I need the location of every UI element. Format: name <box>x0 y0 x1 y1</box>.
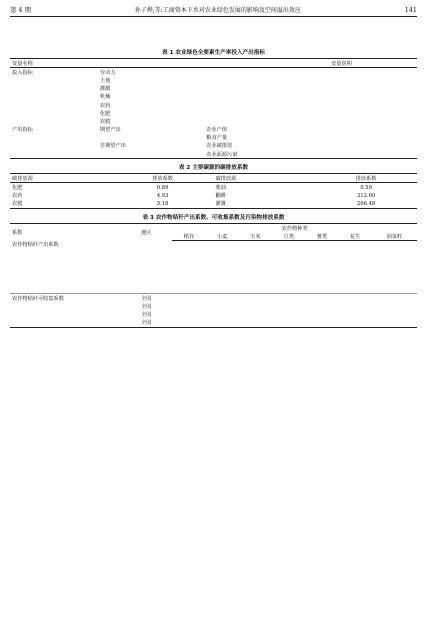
table-cell <box>339 249 372 256</box>
table-cell <box>204 109 329 117</box>
table-cell <box>10 85 98 93</box>
table-header <box>98 59 204 68</box>
table-cell <box>305 271 338 278</box>
table-cell: 4.93 <box>156 192 169 199</box>
table-cell <box>10 303 139 311</box>
table-cell <box>204 76 329 84</box>
table-cell: 劳动力 <box>99 69 116 76</box>
table-cell <box>329 142 417 150</box>
table-cell <box>10 319 139 328</box>
table-cell <box>206 256 239 263</box>
table-row <box>10 311 417 319</box>
table-header: 农作物种类 <box>281 225 308 232</box>
table-cell <box>339 279 372 286</box>
table-cell <box>339 294 372 303</box>
table-cell <box>329 109 417 117</box>
body-paragraph <box>10 349 417 355</box>
table-cell <box>10 134 98 142</box>
table-cell <box>305 249 338 256</box>
body-paragraph <box>10 340 417 346</box>
table-cell <box>239 294 272 303</box>
table-cell <box>172 279 205 286</box>
table-row <box>10 200 417 209</box>
table-header: 变量说明 <box>329 59 417 68</box>
table-cell <box>139 256 172 263</box>
table-cell <box>10 264 139 271</box>
table-cell <box>272 249 305 256</box>
table-row <box>10 109 417 117</box>
table-cell: 粮食产量 <box>206 135 228 142</box>
table-cell <box>339 319 372 328</box>
table-cell <box>10 101 98 109</box>
table-cell: 柴油 <box>215 185 226 192</box>
table-header: 稻谷 <box>172 232 205 241</box>
table-cell <box>206 249 239 256</box>
table-cell <box>10 256 139 263</box>
table-header: 油菜籽 <box>372 232 417 241</box>
table-cell <box>372 319 417 328</box>
table-cell <box>139 249 172 256</box>
table-row <box>10 256 417 263</box>
table-cell <box>239 286 272 294</box>
table-cell: 期望产出 <box>99 127 121 134</box>
table-2-caption: 表 2 主要碳源的碳排放系数 <box>178 165 249 172</box>
table-cell <box>204 85 329 93</box>
table-cell <box>329 150 417 159</box>
table-cell: 农药 <box>12 193 23 200</box>
table-cell <box>272 294 305 303</box>
table-cell <box>305 256 338 263</box>
table-row <box>10 93 417 101</box>
table-cell: 农业面源污染 <box>206 151 238 158</box>
table-cell <box>372 271 417 278</box>
table-cell <box>139 286 172 294</box>
table-1 <box>10 58 417 159</box>
table-cell: 312.60 <box>357 192 376 199</box>
table-cell <box>305 319 338 328</box>
table-cell: 农作物秸秆可收集系数 <box>10 294 139 303</box>
table-cell <box>10 76 98 84</box>
table-cell <box>329 85 417 93</box>
body-paragraph <box>10 20 417 26</box>
table-cell <box>172 264 205 271</box>
table-row <box>10 150 417 159</box>
table-cell <box>339 241 372 249</box>
table-cell <box>372 303 417 311</box>
table-cell: 农膜 <box>12 201 23 208</box>
table-2 <box>10 173 417 209</box>
table-cell: 灌溉 <box>99 86 111 93</box>
table-cell <box>172 303 205 311</box>
table-cell <box>239 249 272 256</box>
table-cell: 化肥 <box>12 185 23 192</box>
table-cell <box>206 264 239 271</box>
table-cell <box>10 117 98 125</box>
table-cell <box>239 241 272 249</box>
table-cell <box>206 294 239 303</box>
table-cell: 农药 <box>99 102 111 109</box>
table-cell <box>372 294 417 303</box>
table-row <box>10 85 417 93</box>
table-cell: 全国 <box>139 294 172 303</box>
table-cell <box>329 101 417 109</box>
table-cell <box>372 241 417 249</box>
table-cell <box>339 271 372 278</box>
table-cell <box>329 93 417 101</box>
table-cell <box>239 271 272 278</box>
table-cell <box>305 286 338 294</box>
table-row <box>10 126 417 134</box>
table-row <box>10 286 417 294</box>
table-cell <box>98 150 204 159</box>
table-cell <box>272 264 305 271</box>
table-row <box>10 279 417 286</box>
table-cell <box>10 93 98 101</box>
table-cell <box>305 264 338 271</box>
table-cell <box>172 319 205 328</box>
table-row <box>10 117 417 125</box>
table-cell: 0.59 <box>360 184 372 191</box>
table-cell <box>272 303 305 311</box>
table-cell <box>204 93 329 101</box>
table-cell <box>272 311 305 319</box>
body-paragraph <box>10 331 417 337</box>
table-cell <box>206 319 239 328</box>
table-row <box>10 264 417 271</box>
table-3-caption: 表 3 农作物秸秆产出系数、可收集系数及污染物排放系数 <box>142 215 285 221</box>
table-cell: 化肥 <box>99 110 111 117</box>
table-cell <box>372 311 417 319</box>
table-cell <box>272 256 305 263</box>
table-cell <box>10 271 139 278</box>
table-cell <box>272 279 305 286</box>
table-header: 排放系数 <box>315 174 417 183</box>
table-cell <box>272 319 305 328</box>
table-cell <box>329 76 417 84</box>
table-row <box>10 134 417 142</box>
table-row <box>10 241 417 249</box>
table-cell <box>339 264 372 271</box>
table-header: 碳排放源 <box>10 174 112 183</box>
table-header: 豆类 <box>272 232 305 241</box>
table-cell <box>10 249 139 256</box>
table-cell <box>206 286 239 294</box>
table-cell <box>10 311 139 319</box>
table-cell <box>329 117 417 125</box>
table-cell: 农业碳排放 <box>206 143 233 150</box>
table-cell <box>329 126 417 134</box>
table-cell <box>305 241 338 249</box>
table-cell <box>139 279 172 286</box>
table-cell <box>206 311 239 319</box>
table-header <box>204 59 329 68</box>
article-title: 孙子烨,等:工商资本下乡对农业绿色发展的影响及空间溢出效应 <box>134 7 301 14</box>
table-header: 碳排放源 <box>214 174 316 183</box>
table-cell <box>10 142 98 150</box>
table-cell <box>10 150 98 159</box>
table-cell <box>172 294 205 303</box>
table-cell <box>172 271 205 278</box>
table-cell: 全国 <box>141 312 152 319</box>
table-cell <box>372 249 417 256</box>
table-cell: 土地 <box>99 77 111 84</box>
table-row <box>10 68 417 77</box>
table-cell <box>372 264 417 271</box>
table-cell <box>272 271 305 278</box>
table-cell <box>272 286 305 294</box>
table-cell: 农业产值 <box>206 127 228 134</box>
table-cell <box>305 279 338 286</box>
table-cell <box>329 134 417 142</box>
table-cell <box>139 241 172 249</box>
table-cell <box>139 264 172 271</box>
table-row <box>10 319 417 328</box>
table-cell <box>10 109 98 117</box>
table-cell <box>239 319 272 328</box>
table-cell <box>272 241 305 249</box>
table-cell <box>239 303 272 311</box>
table-cell: 投入指标 <box>12 69 33 76</box>
body-paragraph <box>10 38 417 44</box>
table-cell <box>329 68 417 77</box>
table-cell <box>239 279 272 286</box>
table-cell <box>305 303 338 311</box>
table-cell <box>372 286 417 294</box>
page-number: 141 <box>404 6 417 14</box>
table-cell <box>10 286 139 294</box>
table-cell: 灌溉 <box>215 201 226 208</box>
table-cell: 全国 <box>141 320 152 327</box>
table-header: 玉米 <box>239 232 272 241</box>
table-row <box>10 76 417 84</box>
table-cell <box>204 101 329 109</box>
table-cell <box>172 311 205 319</box>
table-header: 薯类 <box>305 232 338 241</box>
table-cell <box>10 279 139 286</box>
table-cell <box>98 134 204 142</box>
table-cell <box>305 311 338 319</box>
table-cell: 非期望产出 <box>99 143 126 150</box>
table-cell <box>239 264 272 271</box>
table-cell: 机械 <box>99 94 111 101</box>
table-header: 小麦 <box>206 232 239 241</box>
table-cell <box>139 271 172 278</box>
table-cell <box>172 249 205 256</box>
table-cell <box>339 286 372 294</box>
issue-number: 第 4 期 <box>10 6 31 14</box>
table-cell <box>339 256 372 263</box>
table-row <box>10 294 417 303</box>
table-cell <box>204 117 329 125</box>
running-head <box>10 5 417 17</box>
table-cell <box>339 303 372 311</box>
table-row <box>10 192 417 200</box>
table-cell <box>305 294 338 303</box>
table-cell: 产出指标 <box>12 127 33 134</box>
table-3 <box>10 223 417 328</box>
table-cell <box>172 241 205 249</box>
table-cell: 农膜 <box>99 118 111 125</box>
table-header: 变量名称 <box>10 59 98 68</box>
table-cell <box>206 279 239 286</box>
table-row <box>10 183 417 192</box>
table-row <box>10 249 417 256</box>
table-cell <box>239 311 272 319</box>
table-header: 花生 <box>339 232 372 241</box>
table-cell <box>172 256 205 263</box>
table-row <box>10 101 417 109</box>
table-row <box>10 271 417 278</box>
table-cell <box>372 256 417 263</box>
table-header: 排放系数 <box>112 174 214 183</box>
table-cell <box>206 303 239 311</box>
table-cell <box>204 68 329 77</box>
table-cell <box>206 271 239 278</box>
table-cell: 0.89 <box>156 184 169 191</box>
table-cell: 农作物秸秆产出系数 <box>12 242 59 249</box>
table-1-caption: 表 1 农业绿色全要素生产率投入产出指标 <box>162 50 265 56</box>
table-cell: 翻耕 <box>215 193 226 200</box>
table-cell <box>372 279 417 286</box>
table-cell <box>206 241 239 249</box>
table-row <box>10 142 417 150</box>
table-cell: 5.18 <box>156 200 169 207</box>
table-cell <box>339 311 372 319</box>
body-paragraph <box>10 29 417 35</box>
table-header: 地区 <box>141 229 152 236</box>
table-row <box>10 303 417 311</box>
table-cell: 全国 <box>141 304 152 311</box>
table-header: 系数 <box>12 229 23 236</box>
table-cell: 266.48 <box>357 200 376 207</box>
table-cell <box>239 256 272 263</box>
table-cell <box>172 286 205 294</box>
